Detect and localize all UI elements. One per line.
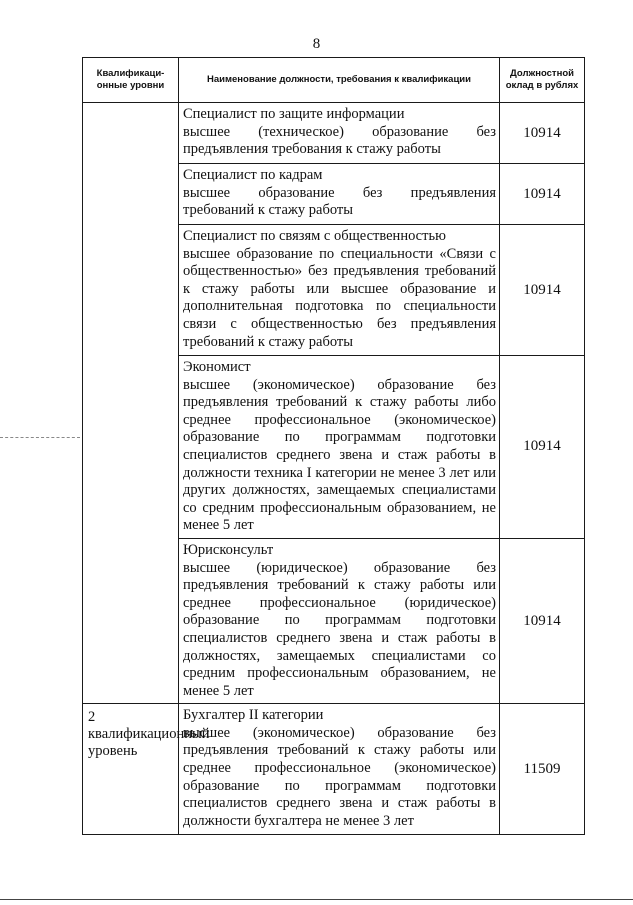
page-number: 8 <box>312 36 321 52</box>
header-position-requirements: Наименование должности, требования к квалификации <box>179 58 500 103</box>
position-cell <box>179 103 500 164</box>
qualification-table <box>82 57 585 835</box>
level-cell-empty <box>83 103 179 704</box>
position-title: Специалист по кадрам <box>183 167 323 183</box>
position-requirements: высшее (техническое) образование без предъявления требования к стажу работы <box>183 123 496 158</box>
position-requirements: высшее (экономическое) образование без предъявления требований к стажу работы либо среднее профессиональное (экономическое) образование по программам подготовки специалистов среднего звена и стаж работы в должности техника I категории не менее 3 лет или других должностях, замещаемых специалистами со средним профессиональным образованием, не менее 5 лет <box>183 376 496 534</box>
position-cell <box>179 225 500 356</box>
position-requirements: высшее (юридическое) образование без предъявления требований к стажу работы или среднее профессиональное (юридическое) образование по программам подготовки специалистов среднего звена и стаж работы в должностях, замещаемых специалистами со средним профессиональным образованием, не менее 5 лет <box>183 559 496 699</box>
salary-cell: 10914 <box>500 356 585 539</box>
position-cell <box>179 704 500 835</box>
position-requirements: высшее образование по специальности «Связи с общественностью» без предъявления требований к стажу работы или высшее образование и дополнительная подготовка по специальности связи с общественностью без предъявления требований к стажу работы <box>183 245 496 350</box>
bottom-edge-rule <box>0 899 633 900</box>
header-qualification-levels: Квалификаци-онные уровни <box>83 58 179 103</box>
level-cell: 2 квалификационный уровень <box>83 704 179 835</box>
position-requirements: высшее (экономическое) образование без предъявления требований к стажу работы или среднее профессиональное (экономическое) образование по программам подготовки специалистов среднего звена и стаж работы в должности бухгалтера не менее 3 лет <box>183 724 496 829</box>
table-row <box>83 704 585 835</box>
table-row <box>83 103 585 164</box>
position-title: Юрисконсульт <box>183 541 274 558</box>
position-title: Экономист <box>183 359 251 375</box>
salary-cell: 10914 <box>500 225 585 356</box>
position-cell <box>179 356 500 539</box>
position-cell <box>179 164 500 225</box>
position-title: Бухгалтер II категории <box>183 707 324 724</box>
position-cell <box>179 538 500 703</box>
salary-cell: 11509 <box>500 704 585 835</box>
header-salary: Должностной оклад в рублях <box>500 58 585 103</box>
position-requirements: высшее образование без предъявления требований к стажу работы <box>183 184 496 219</box>
margin-dash-mark <box>0 437 80 438</box>
table-header-row <box>83 58 585 103</box>
position-title: Специалист по защите информации <box>183 106 405 122</box>
salary-cell: 10914 <box>500 164 585 225</box>
salary-cell: 10914 <box>500 103 585 164</box>
position-title: Специалист по связям с общественностью <box>183 228 446 244</box>
salary-cell: 10914 <box>500 538 585 703</box>
